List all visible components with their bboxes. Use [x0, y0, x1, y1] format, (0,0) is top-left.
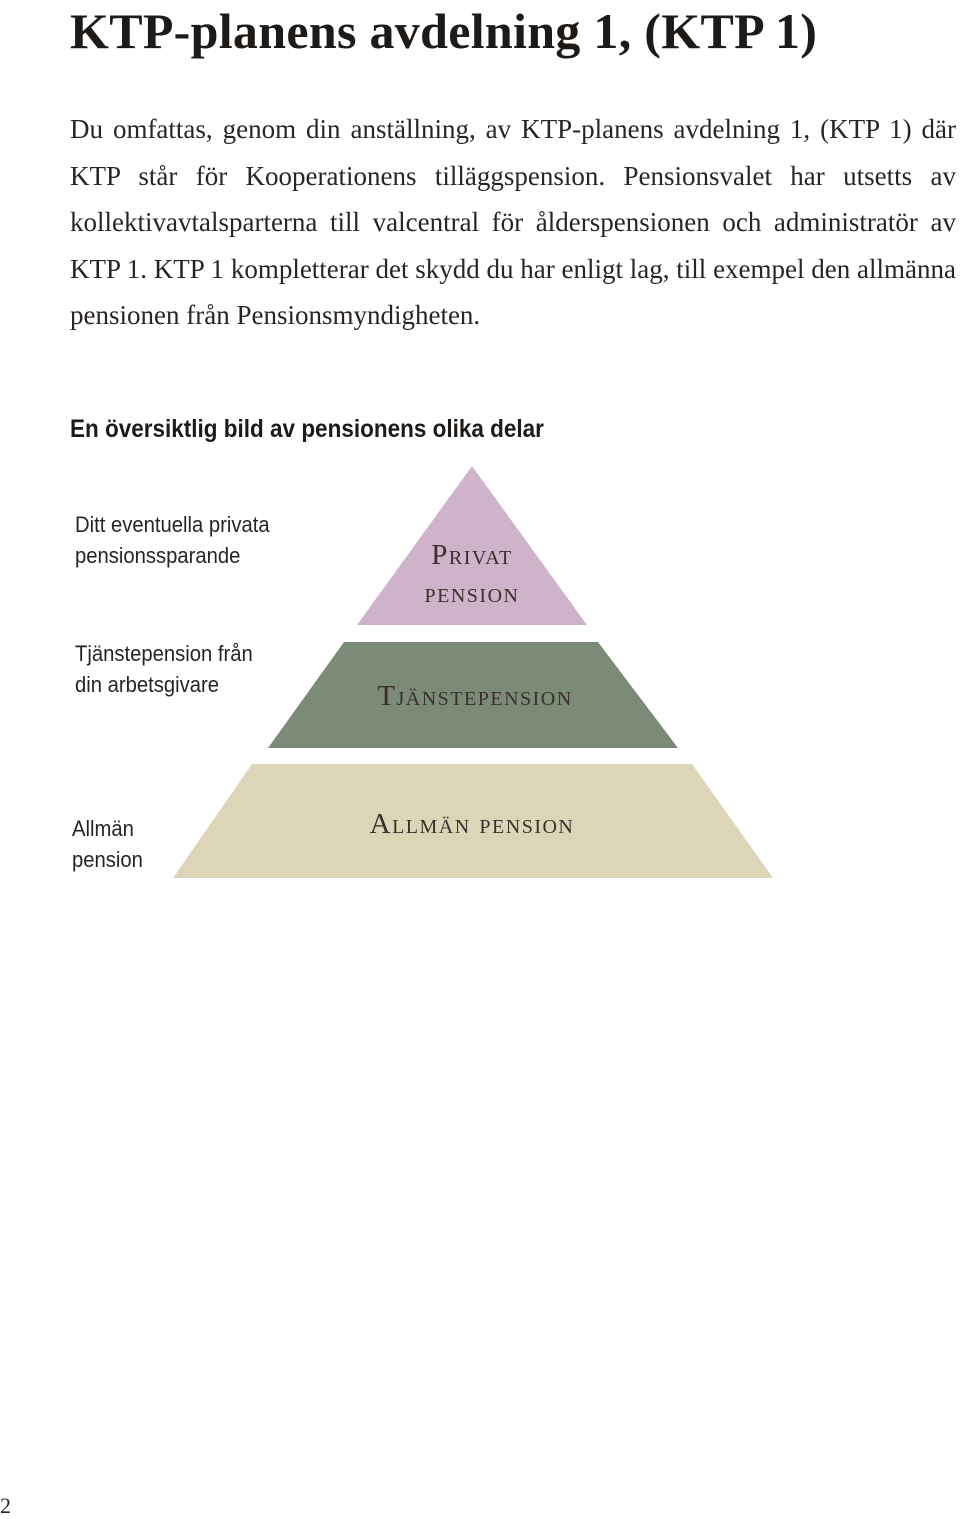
tier-label-private-line1: Privat [431, 539, 513, 571]
tier-label-private-line2: pension [424, 577, 520, 609]
tier-label-private [372, 536, 572, 612]
page-number: 2 [0, 1493, 11, 1518]
side-label-public: Allmän pension [72, 816, 143, 872]
side-label-occupational: Tjänstepension från din arbetsgivare [75, 641, 253, 697]
side-label-private: Ditt eventuella privata pensionssparande [75, 512, 270, 568]
intro-paragraph: Du omfattas, genom din anställning, av KTP-planens avdelning 1, (KTP 1) där KTP står för Kooperationens tilläggspension. Pensionsvalet har utsetts av kollektivavtalsparterna till valcentral för ålderspensionen och administratör av KTP 1. KTP 1 kompletterar det skydd du har enligt lag, till exempel den allmänna pensionen från Pensionsmyndigheten. [70, 114, 956, 330]
page-title: KTP-planens avdelning 1, (KTP 1) [70, 3, 818, 59]
tier-label-occupational: Tjänstepension [377, 680, 573, 712]
tier-label-public: Allmän pension [369, 808, 575, 840]
diagram-heading: En översiktlig bild av pensionens olika delar [70, 415, 544, 443]
